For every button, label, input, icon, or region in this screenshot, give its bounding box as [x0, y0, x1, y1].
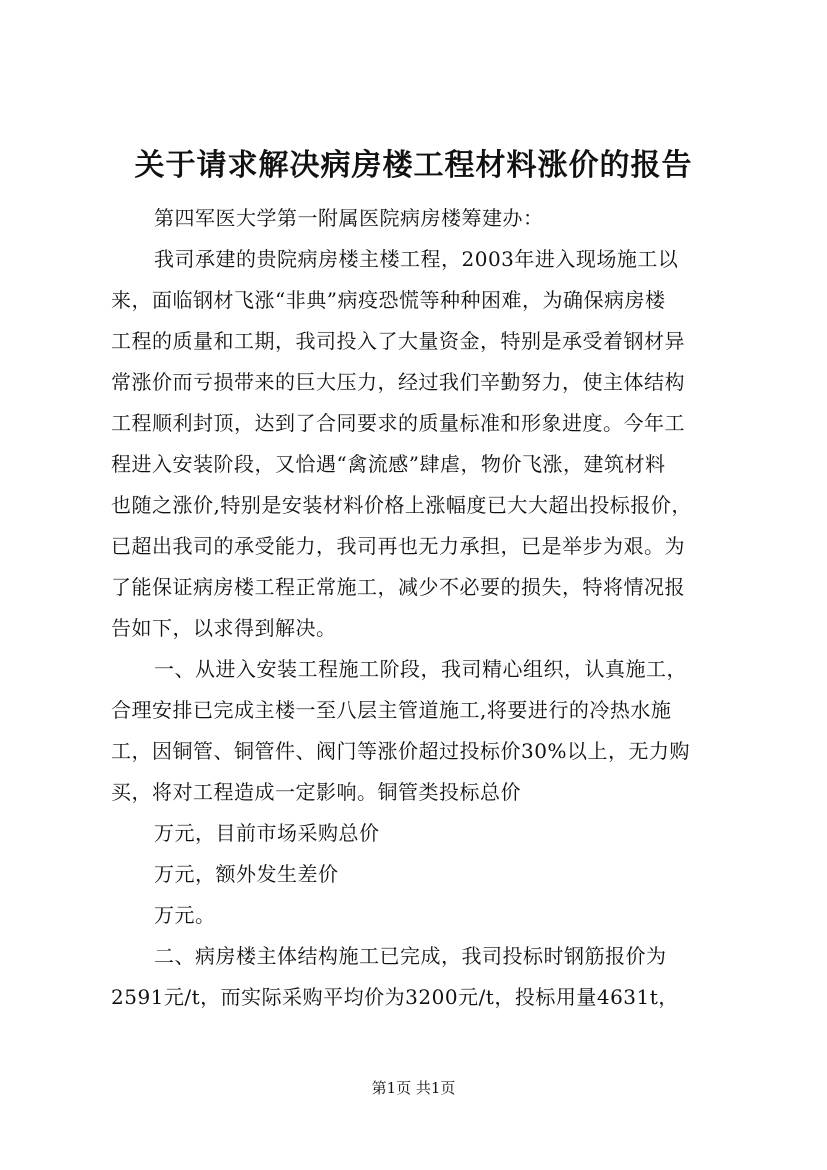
paragraph-line: 买，将对工程造成一定影响。铜管类投标总价 — [111, 780, 521, 804]
page-footer: 第1页 共1页 — [371, 1079, 456, 1097]
paragraph-line: 工程顺利封顶，达到了合同要求的质量标准和形象进度。今年工 — [111, 411, 685, 435]
paragraph-line: 2591元/t，而实际采购平均价为3200元/t，投标用量4631t， — [111, 985, 679, 1009]
paragraph-line: 工，因铜管、铜管件、阀门等涨价超过投标价30%以上，无力购 — [111, 739, 690, 763]
paragraph-line: 常涨价而亏损带来的巨大压力，经过我们辛勤努力，使主体结构 — [111, 370, 685, 394]
paragraph-line: 合理安排已完成主楼一至八层主管道施工,将要进行的冷热水施 — [111, 698, 672, 722]
paragraph-line: 万元，目前市场采购总价 — [154, 821, 380, 845]
paragraph-line: 二、病房楼主体结构施工已完成，我司投标时钢筋报价为 — [154, 944, 667, 968]
paragraph-line: 万元，额外发生差价 — [154, 862, 339, 886]
document-title: 关于请求解决病房楼工程材料涨价的报告 — [134, 148, 693, 183]
paragraph-line: 万元。 — [154, 903, 216, 927]
paragraph-line: 也随之涨价,特别是安装材料价格上涨幅度已大大超出投标报价， — [111, 493, 692, 517]
paragraph-line: 来，面临钢材飞涨“非典”病疫恐慌等种种困难，为确保病房楼 — [111, 288, 666, 312]
salutation: 第四军医大学第一附属医院病房楼筹建办： — [154, 206, 544, 230]
paragraph-line: 告如下，以求得到解决。 — [111, 616, 337, 640]
paragraph-line: 程进入安装阶段，又恰遇“禽流感”肆虐，物价飞涨，建筑材料 — [111, 452, 666, 476]
paragraph-line: 工程的质量和工期，我司投入了大量资金，特别是承受着钢材异 — [111, 329, 685, 353]
paragraph-line: 已超出我司的承受能力，我司再也无力承担，已是举步为艰。为 — [111, 534, 685, 558]
paragraph-1 — [111, 239, 731, 649]
paragraph-line: 了能保证病房楼工程正常施工，减少不必要的损失，特将情况报 — [111, 575, 685, 599]
paragraph-line: 一、从进入安装工程施工阶段，我司精心组织，认真施工， — [154, 657, 687, 681]
paragraph-line: 我司承建的贵院病房楼主楼工程，2003年进入现场施工以 — [154, 247, 679, 271]
paragraph-2 — [111, 649, 731, 936]
paragraph-3 — [111, 936, 731, 1018]
document-body — [111, 198, 731, 1018]
